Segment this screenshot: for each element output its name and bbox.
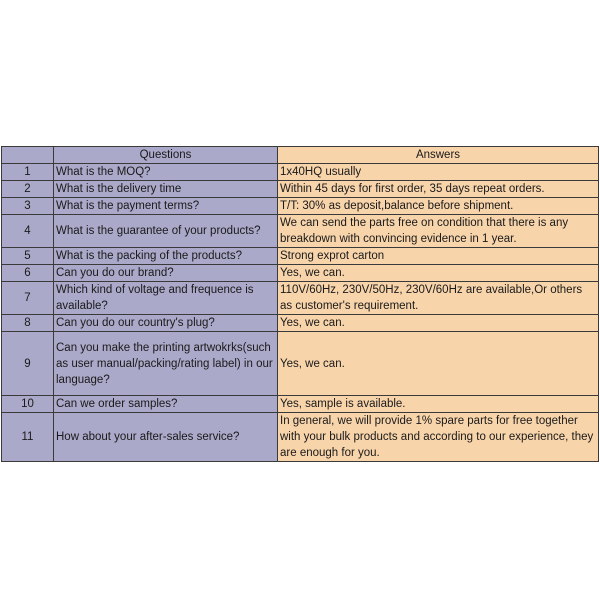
answer-cell: Yes, we can. xyxy=(278,265,599,282)
question-cell: What is the delivery time xyxy=(54,181,278,198)
table-row xyxy=(2,265,599,282)
row-number: 5 xyxy=(2,248,54,265)
answer-cell: Within 45 days for first order, 35 days repeat orders. xyxy=(278,181,599,198)
row-number: 11 xyxy=(2,413,54,462)
answer-cell: Yes, we can. xyxy=(278,332,599,396)
table-row xyxy=(2,396,599,413)
question-cell: Can you do our country's plug? xyxy=(54,315,278,332)
question-cell: Can you do our brand? xyxy=(54,265,278,282)
question-cell: What is the guarantee of your products? xyxy=(54,215,278,248)
row-number: 8 xyxy=(2,315,54,332)
table-row xyxy=(2,332,599,396)
table-header-row xyxy=(2,147,599,164)
table-row xyxy=(2,198,599,215)
table-row xyxy=(2,248,599,265)
table-row xyxy=(2,282,599,315)
answer-cell: Strong exprot carton xyxy=(278,248,599,265)
answer-cell: 110V/60Hz, 230V/50Hz, 230V/60Hz are available,Or others as customer's requirement. xyxy=(278,282,599,315)
question-cell: What is the MOQ? xyxy=(54,164,278,181)
answer-cell: 1x40HQ usually xyxy=(278,164,599,181)
table-row xyxy=(2,315,599,332)
answer-cell: In general, we will provide 1% spare parts for free together with your bulk products and according to our experience, they are enough for you. xyxy=(278,413,599,462)
answer-cell: We can send the parts free on condition that there is any breakdown with convincing evidence in 1 year. xyxy=(278,215,599,248)
question-cell: How about your after-sales service? xyxy=(54,413,278,462)
answer-cell: Yes, sample is available. xyxy=(278,396,599,413)
answer-cell: T/T: 30% as deposit,balance before shipment. xyxy=(278,198,599,215)
row-number: 10 xyxy=(2,396,54,413)
row-number: 6 xyxy=(2,265,54,282)
row-number: 9 xyxy=(2,332,54,396)
row-number: 1 xyxy=(2,164,54,181)
table-row xyxy=(2,215,599,248)
header-questions: Questions xyxy=(54,147,278,164)
header-number xyxy=(2,147,54,164)
question-cell: Can we order samples? xyxy=(54,396,278,413)
faq-table xyxy=(1,146,599,462)
row-number: 3 xyxy=(2,198,54,215)
row-number: 7 xyxy=(2,282,54,315)
question-cell: Which kind of voltage and frequence is available? xyxy=(54,282,278,315)
answer-cell: Yes, we can. xyxy=(278,315,599,332)
table-row xyxy=(2,413,599,462)
table-row xyxy=(2,181,599,198)
row-number: 2 xyxy=(2,181,54,198)
header-answers: Answers xyxy=(278,147,599,164)
row-number: 4 xyxy=(2,215,54,248)
question-cell: What is the packing of the products? xyxy=(54,248,278,265)
table-row xyxy=(2,164,599,181)
question-cell: What is the payment terms? xyxy=(54,198,278,215)
question-cell: Can you make the printing artwokrks(such as user manual/packing/rating label) in our language? xyxy=(54,332,278,396)
